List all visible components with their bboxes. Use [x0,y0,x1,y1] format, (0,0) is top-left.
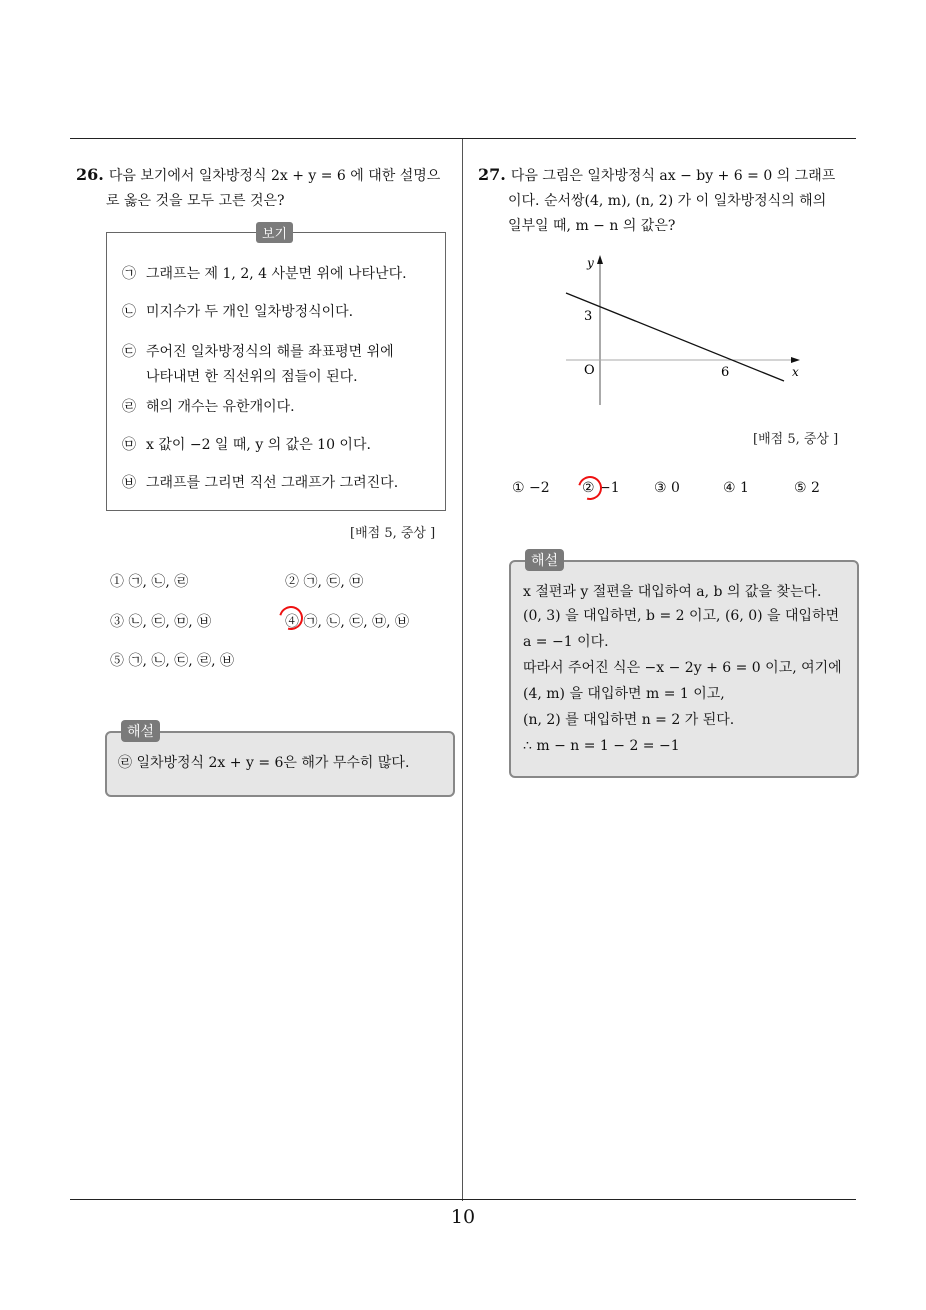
q27-choice-2[interactable]: ② −1 [582,480,620,496]
q27-solution-line: x 절편과 y 절편을 대입하여 a, b 의 값을 찾는다. [523,584,822,600]
y-tick-label: 3 [584,309,593,324]
q26-choice-4[interactable]: ④ ㉠, ㉡, ㉢, ㉤, ㉥ [285,614,410,630]
q26-line1: 다음 보기에서 일차방정식 2x + y = 6 에 대한 설명으 [108,168,441,184]
q27-choice-5[interactable]: ⑤ 2 [794,480,820,496]
answer-mark [574,472,607,505]
q27-graph [560,255,810,410]
bogi-item: ㉥ 그래프를 그리면 직선 그래프가 그려진다. [122,475,399,491]
y-axis-label: y [587,256,594,270]
q27-solution-line: (4, m) 을 대입하면 m = 1 이고, [523,686,725,702]
bogi-item: ㉣ 해의 개수는 유한개이다. [122,399,295,415]
bogi-item: ㉠ 그래프는 제 1, 2, 4 사분면 위에 나타난다. [122,266,407,282]
q26-choice-5[interactable]: ⑤ ㉠, ㉡, ㉢, ㉣, ㉥ [110,653,235,669]
q27-text [478,162,835,239]
q27-line3: 일부일 때, m − n 의 값은? [508,218,676,234]
page-number: 10 [450,1206,476,1228]
x-axis-label: x [792,365,799,379]
y-axis-arrow [597,255,603,264]
q26-choice-3[interactable]: ③ ㉡, ㉢, ㉤, ㉥ [110,614,212,630]
q26-solution-text: ㉣ 일차방정식 2x + y = 6은 해가 무수히 많다. [118,755,410,771]
top-rule [70,138,856,139]
bogi-item: 나타내면 한 직선위의 점들이 된다. [146,369,358,385]
q27-line1: 다음 그림은 일차방정식 ax − by + 6 = 0 의 그래프 [510,168,836,184]
q27-score: [배점 5, 중상 ] [753,432,839,447]
x-tick-label: 6 [721,365,730,380]
origin-label: O [584,363,595,378]
bogi-item: ㉤ x 값이 −2 일 때, y 의 값은 10 이다. [122,437,371,453]
q27-solution-line: 따라서 주어진 식은 −x − 2y + 6 = 0 이고, 여기에 [523,660,842,676]
column-divider [462,139,463,1201]
q27-solution-line: a = −1 이다. [523,634,609,650]
x-axis-arrow [791,357,800,363]
q27-solution-label: 해설 [525,549,564,571]
q27-solution-line: (0, 3) 을 대입하면, b = 2 이고, (6, 0) 을 대입하면 [523,608,840,624]
bogi-item: ㉢ 주어진 일차방정식의 해를 좌표평면 위에 [122,344,394,360]
bogi-label: 보기 [256,222,293,243]
graph-line [566,293,784,381]
q27-choice-4[interactable]: ④ 1 [723,480,749,496]
q27-number: 27. [478,165,506,184]
q27-line2: 이다. 순서쌍(4, m), (n, 2) 가 이 일차방정식의 해의 [508,193,827,209]
q27-choice-1[interactable]: ① −2 [512,480,550,496]
q26-number: 26. [76,165,104,184]
q26-line2: 로 옳은 것을 모두 고른 것은? [106,193,285,209]
q26-text [76,162,440,214]
q27-solution-line: (n, 2) 를 대입하면 n = 2 가 된다. [523,712,735,728]
bottom-rule [70,1199,856,1200]
q26-choice-1[interactable]: ① ㉠, ㉡, ㉣ [110,574,189,590]
q26-solution-label: 해설 [121,720,160,742]
q27-choice-3[interactable]: ③ 0 [654,480,680,496]
q26-score: [배점 5, 중상 ] [350,526,436,541]
q27-solution-line: ∴ m − n = 1 − 2 = −1 [523,738,680,754]
bogi-item: ㉡ 미지수가 두 개인 일차방정식이다. [122,304,354,320]
q26-choice-2[interactable]: ② ㉠, ㉢, ㉤ [285,574,364,590]
